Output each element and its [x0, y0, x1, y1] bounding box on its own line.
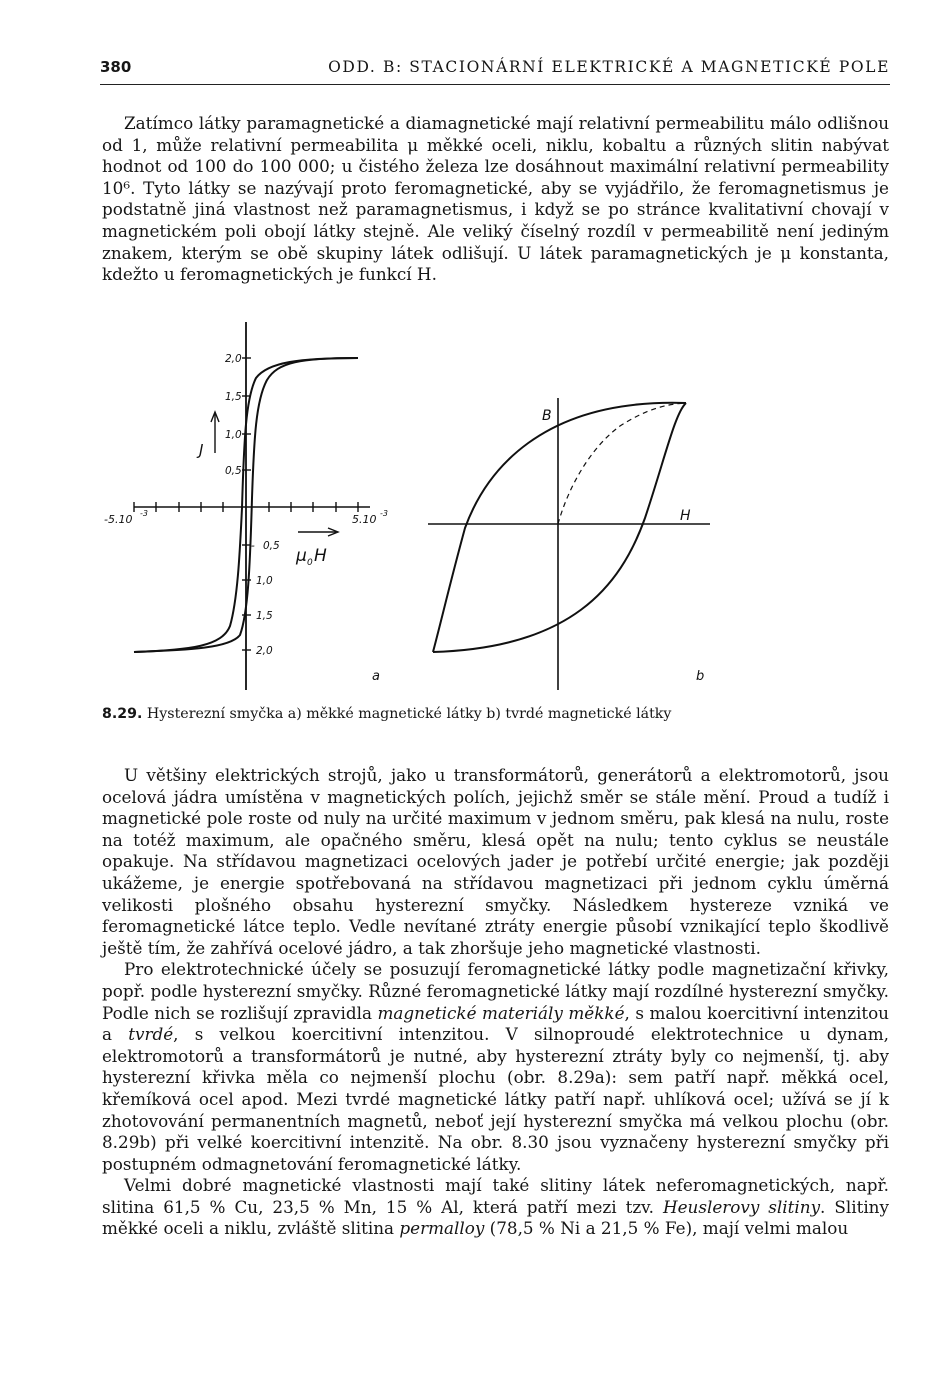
y-tick-label: 0,5	[263, 540, 280, 552]
panel-b	[428, 398, 710, 690]
body-paragraph-block	[102, 765, 889, 1240]
y-axis-label: J	[199, 441, 204, 459]
emphasis: magnetické materiály měkké	[377, 1002, 625, 1023]
text-run: Pro elektrotechnické účely se posuzují feromagnetické látky podle magnetizační křivky, popř. podle hysterezní smyčky. Různé feromagnetické látky mají rozdílné hysterezní smyčky. Podle nich se rozlišují zpravidla	[102, 959, 889, 1023]
running-title: ODD. B: STACIONÁRNÍ ELEKTRICKÉ A MAGNETICKÉ POLE	[328, 58, 890, 76]
y-tick-sign: -	[251, 540, 255, 552]
x-axis-label: μ	[296, 546, 307, 566]
intro-paragraph-block	[102, 113, 889, 286]
panel-b-labels	[542, 408, 704, 684]
text-run: (78,5 % Ni a 21,5 % Fe), mají velmi malou	[484, 1218, 849, 1239]
initial-magnetization-curve	[558, 403, 686, 524]
x-left-exponent: -3	[140, 509, 148, 518]
loop-lower-branch	[433, 403, 686, 652]
paragraph: U většiny elektrických strojů, jako u transformátorů, generátorů a elektromotorů, jsou ocelová jádra umístěna v magnetických polích, jejichž směr se stále mění. Proud a tudíž i magnetické pole roste od nuly na určité maximum v jednom směru, pak klesá na nulu, roste na totéž maximum, ale opačného směru, klesá opět na nulu; tento cyklus se neustále opakuje. Na střídavou magnetizaci ocelových jader je potřebí určité energie; jak později ukážeme, je energie spotřebovaná na střídavou magnetizaci při jednom cyklu úměrná velikosti plošného obsahu hysterezní smyčky. Následkem hystereze vzniká ve feromagnetické látce teplo. Vedle nevítané ztráty energie působí vznikající teplo škodlivě ještě tím, že zahřívá ocelové jádro, a tak zhoršuje jeho magnetické vlastnosti.	[102, 765, 889, 958]
x-axis-label: H	[680, 508, 691, 524]
text-run: Velmi dobré magnetické vlastnosti mají také slitiny látek neferomagnetických, např. slitina 61,5 % Cu, 23,5 % Mn, 15 % Al, která patří mezi tzv.	[102, 1175, 889, 1217]
panel-a	[134, 322, 370, 690]
page-number: 380	[100, 58, 132, 76]
panel-a-label: a	[372, 669, 380, 684]
paragraph: Zatímco látky paramagnetické a diamagnetické mají relativní permeabilitu málo odlišnou od 1, může relativní permeabilita μ měkké oceli, niklu, kobaltu a různých slitin nabývat hodnot od 100 do 100 000; u čistého železa lze dosáhnout maximální relativní permeability 10⁶. Tyto látky se nazývají proto feromagnetické, aby se vyjádřilo, že feromagnetismus je podstatně jiná vlastnost než paramagnetismus, i když se po stránce kvalitativní chovají v magnetickém poli obojí látky stejně. Ale veliký číselný rozdíl v permeabilitě není jediným znakem, kterým se obě skupiny látek odlišují. U látek paramagnetických je μ konstanta, kdežto u feromagnetických je funkcí H.	[102, 113, 889, 285]
figure-caption	[102, 706, 671, 722]
text-run: , s velkou koercitivní intenzitou. V silnoproudé elektrotechnice u dynam, elektromotorů a transformátorů je nutné, aby hysterezní ztráty byly co nejmenší, tj. aby hysterezní křivka měla co nejmenší plochu (obr. 8.29a): sem patří např. měkká ocel, křemíková ocel apod. Mezi tvrdé magnetické látky patří např. uhlíková ocel; užívá se jí k zhotovování permanentních magnetů, neboť její hysterezní smyčka má velkou plochu (obr. 8.29b) při velké koercitivní intenzitě. Na obr. 8.30 jsou vyznačeny hysterezní smyčky při postupném odmagnetování feromagnetické látky.	[102, 1024, 889, 1174]
paragraph	[102, 959, 889, 1175]
paragraph	[102, 1175, 889, 1240]
loop-upper-branch	[433, 403, 686, 652]
text-run: , s malou koercitivní intenzitou a	[102, 1002, 889, 1045]
emphasis: tvrdé	[128, 1024, 174, 1045]
x-right-label: 5.10	[352, 513, 377, 526]
caption-number: 8.29.	[102, 706, 143, 722]
x-left-label: -5.10	[104, 513, 133, 526]
x-right-exponent: -3	[380, 509, 388, 518]
y-tick-label: 1,0	[225, 429, 242, 441]
caption-text: Hysterezní smyčka a) měkké magnetické látky b) tvrdé magnetické látky	[146, 706, 672, 722]
y-tick-label: 1,5	[256, 610, 273, 622]
y-tick-label: 2,0	[256, 645, 273, 657]
emphasis: permalloy	[399, 1218, 485, 1239]
y-tick-label: 1,5	[225, 391, 242, 403]
text-run: . Slitiny měkké oceli a niklu, zvláště slitina	[102, 1196, 889, 1239]
x-axis-label-subscript: 0	[307, 558, 313, 568]
panel-b-label: b	[696, 669, 705, 684]
y-tick-label: 0,5	[225, 465, 242, 477]
page-header	[100, 54, 890, 85]
y-tick-label: 1,0	[256, 575, 273, 587]
y-axis-label: B	[542, 408, 552, 424]
hysteresis-figure	[100, 318, 890, 698]
x-axis-label-h: H	[314, 546, 327, 566]
y-tick-label: 2,0	[225, 353, 242, 365]
emphasis: Heuslerovy slitiny	[662, 1196, 821, 1217]
